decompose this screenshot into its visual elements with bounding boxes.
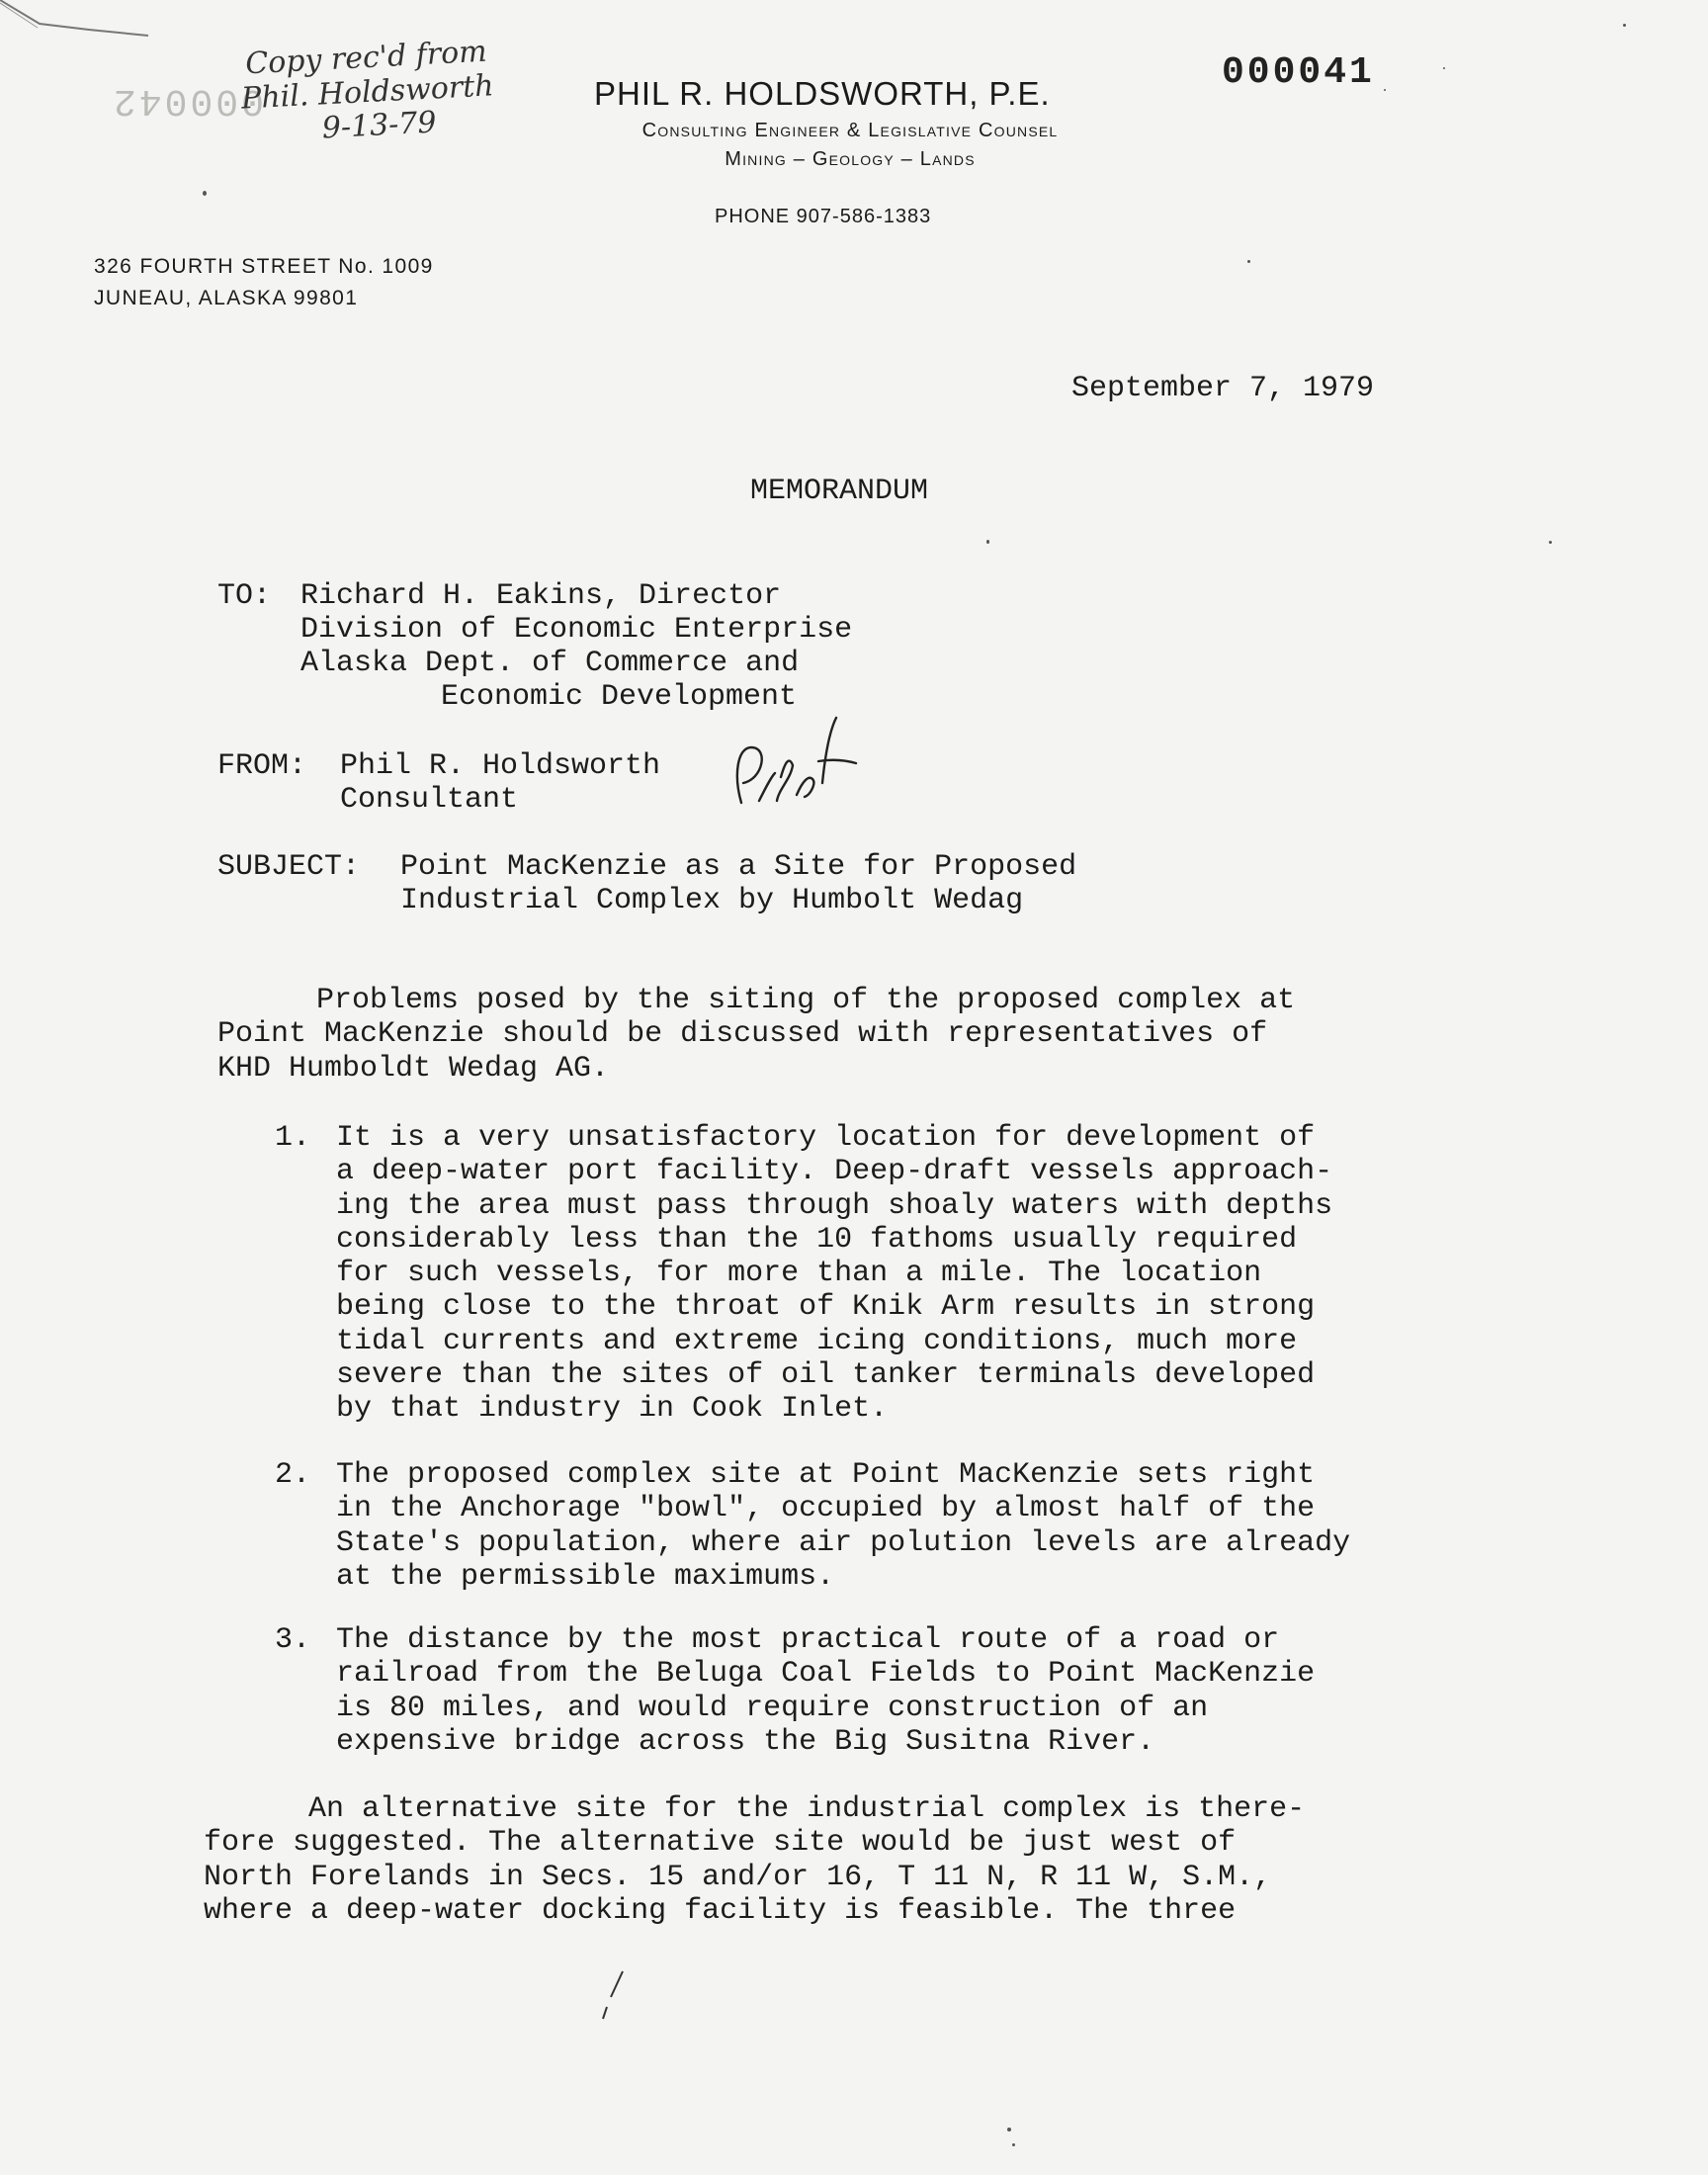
to-label: TO: — [217, 579, 272, 613]
paragraph-line: where a deep-water docking facility is feasible. The three — [204, 1893, 1237, 1928]
to-recipient-dept: Alaska Dept. of Commerce and — [300, 647, 800, 680]
scan-speck — [986, 540, 989, 544]
letterhead-tagline: Consulting Engineer & Legislative Counsel — [641, 120, 1059, 141]
scan-speck — [1247, 260, 1250, 263]
memo-title: MEMORANDUM — [750, 475, 929, 508]
signature — [720, 704, 888, 823]
list-item-line: State's population, where air polution levels are already — [336, 1525, 1351, 1560]
list-item-line: expensive bridge across the Big Susitna River. — [336, 1724, 1155, 1759]
scan-speck — [1549, 541, 1552, 544]
list-item-line: It is a very unsatisfactory location for development of — [336, 1121, 1316, 1155]
scan-mark — [593, 1967, 633, 2027]
list-item-line: in the Anchorage "bowl", occupied by almost half of the — [336, 1492, 1316, 1526]
scan-speck — [1623, 24, 1626, 27]
address-line: 326 FOURTH STREET No. 1009 — [94, 255, 434, 278]
paragraph-line: KHD Humboldt Wedag AG. — [217, 1051, 610, 1086]
to-recipient-dept-cont: Economic Development — [441, 680, 798, 714]
list-item-line: ing the area must pass through shoaly waters with depths — [336, 1188, 1333, 1223]
scan-speck — [203, 191, 207, 196]
list-item-line: The distance by the most practical route of a road or — [336, 1623, 1280, 1657]
list-item-line: is 80 miles, and would require construction of an — [336, 1691, 1209, 1725]
handwritten-note — [238, 35, 496, 150]
subject-label: SUBJECT: — [217, 850, 361, 884]
list-item-line: The proposed complex site at Point MacKenzie sets right — [336, 1458, 1316, 1492]
to-recipient-name: Richard H. Eakins, Director — [300, 579, 782, 613]
list-item-line: a deep-water port facility. Deep-draft vessels approach- — [336, 1155, 1333, 1189]
letterhead-name: PHIL R. HOLDSWORTH, P.E. — [594, 75, 1051, 112]
paragraph-line: fore suggested. The alternative site would be just west of — [204, 1826, 1237, 1861]
sender-address — [94, 251, 434, 314]
handwritten-note-line: Copy rec'd from — [244, 34, 488, 82]
address-line: JUNEAU, ALASKA 99801 — [94, 287, 359, 309]
scan-speck — [1012, 2143, 1015, 2146]
list-item-line: at the permissible maximums. — [336, 1559, 835, 1594]
paragraph-line: North Forelands in Secs. 15 and/or 16, T 11 N, R 11 W, S.M., — [204, 1860, 1272, 1894]
scan-speck — [1443, 67, 1445, 69]
intro-paragraph — [217, 984, 1295, 1086]
corner-fold-mark — [0, 0, 158, 59]
list-item-line: considerably less than the 10 fathoms usually required — [336, 1222, 1298, 1257]
handwritten-note-line: 9-13-79 — [320, 105, 438, 146]
to-recipient-division: Division of Economic Enterprise — [300, 613, 853, 647]
document-number: 000041 — [1222, 51, 1375, 94]
scan-speck — [1384, 89, 1386, 91]
closing-paragraph — [204, 1792, 1305, 1928]
paragraph-line: An alternative site for the industrial complex is there- — [308, 1792, 1306, 1826]
list-item-text — [336, 1121, 1332, 1427]
list-item-text — [336, 1623, 1315, 1759]
subject-line: Point MacKenzie as a Site for Proposed — [400, 850, 1077, 884]
from-label: FROM: — [217, 749, 307, 783]
list-item-number: 3. — [275, 1623, 311, 1657]
scan-speck — [1007, 2128, 1011, 2132]
bleed-through-number: 000042 — [111, 79, 264, 122]
list-item-line: being close to the throat of Knik Arm results in strong — [336, 1290, 1316, 1325]
list-item-number: 2. — [275, 1458, 311, 1492]
handwritten-note-line: Phil. Holdsworth — [240, 67, 495, 117]
list-item-text — [336, 1458, 1350, 1594]
list-item-line: severe than the sites of oil tanker terminals developed — [336, 1358, 1316, 1393]
letterhead-specialties: Mining – Geology – Lands — [725, 148, 976, 170]
from-name: Phil R. Holdsworth — [340, 749, 661, 783]
paragraph-line: Point MacKenzie should be discussed with representatives of — [217, 1017, 1268, 1052]
list-item-line: railroad from the Beluga Coal Fields to Point MacKenzie — [336, 1657, 1316, 1692]
list-item-number: 1. — [275, 1121, 311, 1155]
from-title: Consultant — [340, 783, 519, 817]
memo-date: September 7, 1979 — [1071, 372, 1375, 405]
letterhead-phone: PHONE 907-586-1383 — [715, 206, 932, 227]
subject-line: Industrial Complex by Humbolt Wedag — [400, 884, 1024, 917]
list-item-line: by that industry in Cook Inlet. — [336, 1392, 889, 1427]
paragraph-line: Problems posed by the siting of the proposed complex at — [316, 984, 1296, 1017]
list-item-line: tidal currents and extreme icing conditions, much more — [336, 1324, 1298, 1358]
list-item-line: for such vessels, for more than a mile. The location — [336, 1257, 1262, 1291]
